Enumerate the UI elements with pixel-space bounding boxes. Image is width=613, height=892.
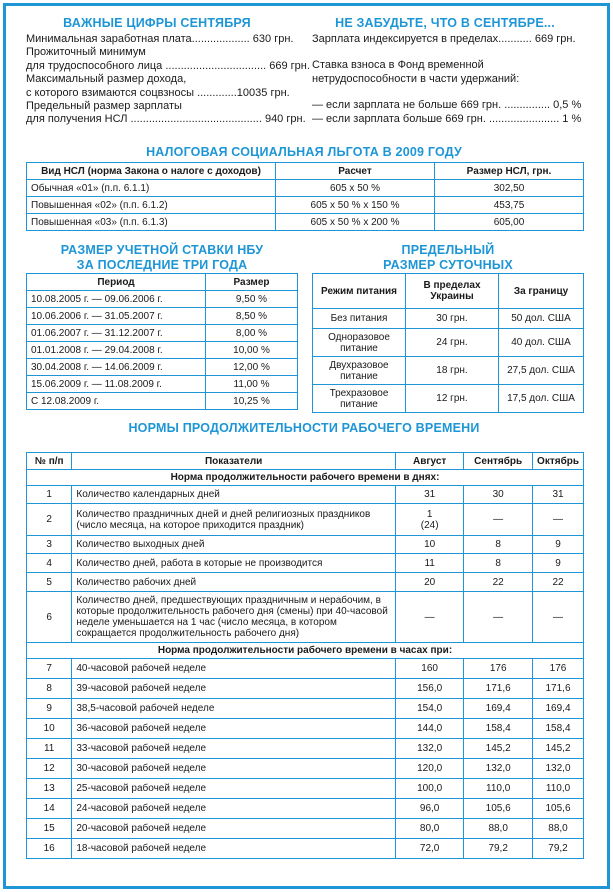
table-row xyxy=(27,573,584,592)
work-time-cell: 8 xyxy=(27,679,72,699)
table-row xyxy=(27,819,584,839)
key-figures-block xyxy=(26,33,310,127)
work-time-cell: 4 xyxy=(27,554,72,573)
nbu-cell: 9,50 % xyxy=(206,291,298,308)
nbu-cell: 10,00 % xyxy=(206,342,298,359)
nbu-table xyxy=(26,273,298,410)
work-time-header: Август xyxy=(395,453,463,470)
work-time-cell: 11 xyxy=(395,554,463,573)
table-row xyxy=(27,180,584,197)
work-time-cell: 105,6 xyxy=(464,799,533,819)
table-row xyxy=(313,385,584,413)
nbu-cell: 12,00 % xyxy=(206,359,298,376)
reminder-title: НЕ ЗАБУДЬТЕ, ЧТО В СЕНТЯБРЕ... xyxy=(335,16,555,30)
table-row xyxy=(313,357,584,385)
nbu-cell: 10,25 % xyxy=(206,393,298,410)
work-time-cell: Количество календарных дней xyxy=(72,486,396,504)
nbu-cell: 11,00 % xyxy=(206,376,298,393)
table-row xyxy=(27,719,584,739)
nbu-title-line: РАЗМЕР УЧЕТНОЙ СТАВКИ НБУ xyxy=(60,243,264,257)
table-row xyxy=(27,504,584,536)
nbu-cell: 10.06.2006 г. — 31.05.2007 г. xyxy=(27,308,206,325)
table-row xyxy=(27,799,584,819)
work-time-cell: 25-часовой рабочей неделе xyxy=(72,779,396,799)
per-diem-cell: 24 грн. xyxy=(406,329,499,357)
nbu-cell: 8,00 % xyxy=(206,325,298,342)
per-diem-header: Режим питания xyxy=(313,274,406,309)
table-row xyxy=(27,679,584,699)
nsl-header: Расчет xyxy=(276,163,435,180)
work-time-cell: 3 xyxy=(27,536,72,554)
reminder-line: — если зарплата больше 669 грн. ....................... 1 % xyxy=(312,112,582,125)
work-time-cell: 72,0 xyxy=(395,839,463,859)
reminder-line: Зарплата индексируется в пределах........... 669 грн. xyxy=(312,33,576,45)
work-time-cell: 169,4 xyxy=(533,699,584,719)
work-time-cell: 79,2 xyxy=(464,839,533,859)
work-time-cell: Количество рабочих дней xyxy=(72,573,396,592)
work-time-cell: — xyxy=(533,504,584,536)
key-figure-line: Прожиточный минимум xyxy=(26,46,146,59)
work-time-cell: 8 xyxy=(464,554,533,573)
key-figure-line: Максимальный размер дохода, xyxy=(26,73,187,86)
work-time-cell: — xyxy=(395,592,463,643)
nbu-cell: 30.04.2008 г. — 14.06.2009 г. xyxy=(27,359,206,376)
work-time-header: Октябрь xyxy=(533,453,584,470)
table-row xyxy=(27,342,298,359)
per-diem-table xyxy=(312,273,584,413)
nbu-cell: 01.06.2007 г. — 31.12.2007 г. xyxy=(27,325,206,342)
work-time-cell: 9 xyxy=(27,699,72,719)
table-row xyxy=(27,197,584,214)
nbu-cell: С 12.08.2009 г. xyxy=(27,393,206,410)
work-time-days xyxy=(27,486,584,643)
table-row xyxy=(27,839,584,859)
per-diem-cell: 30 грн. xyxy=(406,309,499,329)
work-time-cell: 7 xyxy=(27,659,72,679)
work-time-cell: 80,0 xyxy=(395,819,463,839)
work-time-cell: 156,0 xyxy=(395,679,463,699)
nbu-cell: 8,50 % xyxy=(206,308,298,325)
work-time-cell: 5 xyxy=(27,573,72,592)
work-time-cell: — xyxy=(533,592,584,643)
work-time-cell: 171,6 xyxy=(464,679,533,699)
table-row xyxy=(313,309,584,329)
nsl-cell: 605,00 xyxy=(435,214,584,231)
section-row xyxy=(27,470,584,486)
table-row xyxy=(27,699,584,719)
per-diem-cell: 18 грн. xyxy=(406,357,499,385)
nsl-cell: 605 х 50 % х 150 % xyxy=(276,197,435,214)
work-time-cell: 15 xyxy=(27,819,72,839)
key-figure-line: с которого взимаются соцвзносы .............10035 грн. xyxy=(26,86,290,99)
work-time-hours xyxy=(27,659,584,859)
nsl-cell: 605 х 50 % xyxy=(276,180,435,197)
per-diem-cell: 40 дол. США xyxy=(499,329,584,357)
work-time-cell: 36-часовой рабочей неделе xyxy=(72,719,396,739)
table-row xyxy=(27,659,584,679)
work-time-cell: 145,2 xyxy=(533,739,584,759)
nsl-cell: 605 х 50 % х 200 % xyxy=(276,214,435,231)
reminder-line: нетрудоспособности в части удержаний: xyxy=(312,72,520,85)
per-diem-cell: Двухразовое питание xyxy=(313,357,406,385)
nbu-header: Размер xyxy=(206,274,298,291)
nbu-cell: 15.06.2009 г. — 11.08.2009 г. xyxy=(27,376,206,393)
work-time-cell: 176 xyxy=(533,659,584,679)
per-diem-title xyxy=(312,243,584,273)
work-time-cell: Количество праздничных дней и дней религиозных праздников (число месяца, на которое приходится праздник) xyxy=(72,504,396,536)
work-time-header: Сентябрь xyxy=(464,453,533,470)
nsl-table xyxy=(26,162,584,231)
table-row xyxy=(27,325,298,342)
nsl-cell: Повышенная «03» (п.п. 6.1.3) xyxy=(27,214,276,231)
reminder-line: Ставка взноса в Фонд временной xyxy=(312,59,484,72)
work-time-cell: 20 xyxy=(395,573,463,592)
table-row xyxy=(27,486,584,504)
per-diem-cell: 17,5 дол. США xyxy=(499,385,584,413)
work-time-cell: 31 xyxy=(395,486,463,504)
section-row xyxy=(27,643,584,659)
nsl-cell: Обычная «01» (п.п. 6.1.1) xyxy=(27,180,276,197)
nsl-header: Размер НСЛ, грн. xyxy=(435,163,584,180)
work-time-cell: 105,6 xyxy=(533,799,584,819)
nsl-header: Вид НСЛ (норма Закона о налоге с доходов) xyxy=(27,163,276,180)
table-row xyxy=(27,359,298,376)
table-row xyxy=(27,739,584,759)
work-time-cell: 88,0 xyxy=(464,819,533,839)
table-row xyxy=(27,376,298,393)
work-time-title: НОРМЫ ПРОДОЛЖИТЕЛЬНОСТИ РАБОЧЕГО ВРЕМЕНИ xyxy=(128,421,480,435)
reminder-line: — если зарплата не больше 669 грн. ............... 0,5 % xyxy=(312,99,582,112)
work-time-cell: 132,0 xyxy=(395,739,463,759)
per-diem-header: В пределах Украины xyxy=(406,274,499,309)
table-row xyxy=(27,536,584,554)
work-time-cell: Количество дней, предшествующих праздничным и нерабочим, в которые продолжительность рабочего дня (смены) при 40-часовой неделе уменьшается на 1 час (число месяца, в котором сокращается продолжительность рабочего дня) xyxy=(72,592,396,643)
key-figure-line: Предельный размер зарплаты xyxy=(26,100,182,113)
work-time-cell: 31 xyxy=(533,486,584,504)
table-row xyxy=(27,393,298,410)
nbu-title xyxy=(26,243,298,273)
section-label: Норма продолжительности рабочего времени в часах при: xyxy=(27,643,584,659)
per-diem-cell: Трехразовое питание xyxy=(313,385,406,413)
work-time-cell: 14 xyxy=(27,799,72,819)
work-time-cell: 18-часовой рабочей неделе xyxy=(72,839,396,859)
work-time-cell: 88,0 xyxy=(533,819,584,839)
key-figure-line: для трудоспособного лица ................................. 669 грн. xyxy=(26,59,310,72)
work-time-cell: 132,0 xyxy=(464,759,533,779)
work-time-header: № п/п xyxy=(27,453,72,470)
work-time-cell: 169,4 xyxy=(464,699,533,719)
work-time-cell: 1 (24) xyxy=(395,504,463,536)
work-time-cell: 176 xyxy=(464,659,533,679)
per-diem-cell: Одноразовое питание xyxy=(313,329,406,357)
work-time-cell: 8 xyxy=(464,536,533,554)
per-diem-cell: Без питания xyxy=(313,309,406,329)
work-time-cell: 145,2 xyxy=(464,739,533,759)
nbu-cell: 10.08.2005 г. — 09.06.2006 г. xyxy=(27,291,206,308)
work-time-cell: 24-часовой рабочей неделе xyxy=(72,799,396,819)
nbu-title-line: ЗА ПОСЛЕДНИЕ ТРИ ГОДА xyxy=(76,258,248,272)
work-time-cell: 9 xyxy=(533,554,584,573)
work-time-cell: 22 xyxy=(464,573,533,592)
table-row xyxy=(27,779,584,799)
section-label: Норма продолжительности рабочего времени в днях: xyxy=(27,470,584,486)
per-diem-cell: 12 грн. xyxy=(406,385,499,413)
reminder-block xyxy=(312,33,580,126)
per-diem-title-line: ПРЕДЕЛЬНЫЙ xyxy=(401,243,495,257)
work-time-cell: — xyxy=(464,504,533,536)
per-diem-title-line: РАЗМЕР СУТОЧНЫХ xyxy=(383,258,513,272)
key-figures-title: ВАЖНЫЕ ЦИФРЫ СЕНТЯБРЯ xyxy=(63,16,251,30)
work-time-header: Показатели xyxy=(72,453,396,470)
nsl-cell: 453,75 xyxy=(435,197,584,214)
table-row xyxy=(27,592,584,643)
key-figure-line: Минимальная заработная плата................... 630 грн. xyxy=(26,33,294,45)
table-row xyxy=(313,329,584,357)
nsl-cell: 302,50 xyxy=(435,180,584,197)
work-time-cell: 33-часовой рабочей неделе xyxy=(72,739,396,759)
nsl-title: НАЛОГОВАЯ СОЦИАЛЬНАЯ ЛЬГОТА В 2009 ГОДУ xyxy=(146,145,462,159)
key-figure-line: для получения НСЛ ........................................... 940 грн. xyxy=(26,113,306,126)
work-time-cell: 11 xyxy=(27,739,72,759)
work-time-cell: 110,0 xyxy=(464,779,533,799)
work-time-cell: 158,4 xyxy=(464,719,533,739)
table-row xyxy=(27,214,584,231)
per-diem-cell: 50 дол. США xyxy=(499,309,584,329)
work-time-cell: 2 xyxy=(27,504,72,536)
work-time-cell: 100,0 xyxy=(395,779,463,799)
table-row xyxy=(27,308,298,325)
work-time-cell: 160 xyxy=(395,659,463,679)
nbu-cell: 01.01.2008 г. — 29.04.2008 г. xyxy=(27,342,206,359)
work-time-cell: 96,0 xyxy=(395,799,463,819)
work-time-cell: 120,0 xyxy=(395,759,463,779)
work-time-cell: 20-часовой рабочей неделе xyxy=(72,819,396,839)
work-time-cell: 40-часовой рабочей неделе xyxy=(72,659,396,679)
work-time-cell: 1 xyxy=(27,486,72,504)
work-time-cell: 10 xyxy=(395,536,463,554)
work-time-cell: Количество дней, работа в которые не производится xyxy=(72,554,396,573)
nsl-cell: Повышенная «02» (п.п. 6.1.2) xyxy=(27,197,276,214)
work-time-cell: 38,5-часовой рабочей неделе xyxy=(72,699,396,719)
work-time-cell: 39-часовой рабочей неделе xyxy=(72,679,396,699)
work-time-cell: 110,0 xyxy=(533,779,584,799)
work-time-table xyxy=(26,452,584,859)
work-time-cell: 132,0 xyxy=(533,759,584,779)
work-time-cell: 16 xyxy=(27,839,72,859)
work-time-cell: 79,2 xyxy=(533,839,584,859)
table-row xyxy=(27,554,584,573)
work-time-cell: 158,4 xyxy=(533,719,584,739)
work-time-cell: 13 xyxy=(27,779,72,799)
work-time-cell: 171,6 xyxy=(533,679,584,699)
nbu-header: Период xyxy=(27,274,206,291)
work-time-cell: — xyxy=(464,592,533,643)
table-row xyxy=(27,759,584,779)
per-diem-cell: 27,5 дол. США xyxy=(499,357,584,385)
work-time-cell: 144,0 xyxy=(395,719,463,739)
work-time-cell: 12 xyxy=(27,759,72,779)
work-time-cell: 154,0 xyxy=(395,699,463,719)
work-time-cell: 30-часовой рабочей неделе xyxy=(72,759,396,779)
work-time-cell: 30 xyxy=(464,486,533,504)
work-time-cell: 9 xyxy=(533,536,584,554)
work-time-cell: 10 xyxy=(27,719,72,739)
work-time-cell: 6 xyxy=(27,592,72,643)
work-time-cell: 22 xyxy=(533,573,584,592)
table-row xyxy=(27,291,298,308)
work-time-cell: Количество выходных дней xyxy=(72,536,396,554)
per-diem-header: За границу xyxy=(499,274,584,309)
